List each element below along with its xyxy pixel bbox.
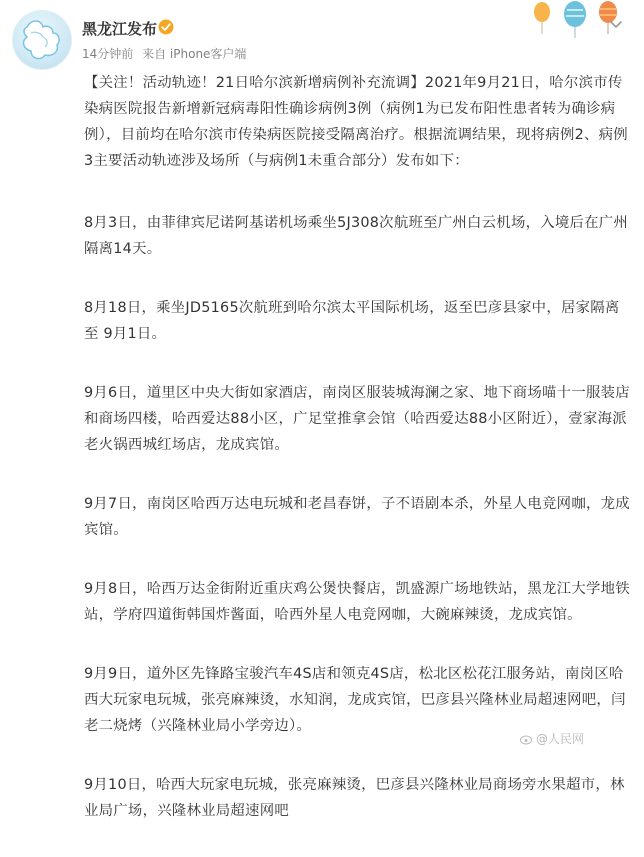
watermark: @人民网 bbox=[536, 732, 585, 746]
post-header bbox=[0, 0, 644, 64]
post-paragraph: 9月10日，哈西大玩家电玩城，张亮麻辣烫，巴彦县兴隆林业局商场旁水果超市，林业局广场，兴隆林业局超速网吧 bbox=[84, 777, 625, 819]
post-meta bbox=[82, 45, 251, 62]
post-source: 来自 iPhone客户端 bbox=[142, 47, 247, 61]
chevron-down-icon[interactable] bbox=[606, 14, 626, 34]
post-paragraph: 9月6日，道里区中央大街如家酒店，南岗区服装城海澜之家、地下商场喵十一服装店和商场四楼，哈西爱达88小区，广足堂推拿会馆（哈西爱达88小区附近），壹家海派老火锅西城红场店，龙成宾馆。 bbox=[84, 385, 630, 453]
weibo-watermark-icon bbox=[520, 733, 534, 745]
avatar-logo-icon bbox=[13, 11, 71, 69]
post-paragraph: 9月8日，哈西万达金街附近重庆鸡公煲快餐店，凯盛源广场地铁站，黑龙江大学地铁站，学府四道街韩国炸酱面，哈西外星人电竞网咖，大碗麻辣烫，龙成宾馆。 bbox=[84, 581, 630, 623]
post-paragraph: 9月7日，南岗区哈西万达电玩城和老昌春饼，子不语剧本杀，外星人电竞网咖，龙成宾馆。 bbox=[84, 496, 630, 538]
post-paragraph: 9月9日，道外区先锋路宝骏汽车4S店和领克4S店，松北区松花江服务站，南岗区哈西大玩家电玩城，张亮麻辣烫，水知润，龙成宾馆，巴彦县兴隆林业局超速网吧，闫老二烧烤（兴隆林业局小学旁边）。 bbox=[84, 666, 626, 734]
account-name[interactable]: 黑龙江发布 bbox=[82, 20, 158, 38]
avatar[interactable] bbox=[12, 10, 72, 70]
post-time[interactable]: 14分钟前 bbox=[82, 47, 134, 61]
post-paragraph: 8月3日，由菲律宾尼诺阿基诺机场乘坐5J308次航班至广州白云机场，入境后在广州隔离14天。 bbox=[84, 215, 629, 257]
verified-badge-icon bbox=[158, 19, 174, 35]
post-paragraph: 8月18日，乘坐JD5165次航班到哈尔滨太平国际机场，返至巴彦县家中，居家隔离至 9月1日。 bbox=[84, 300, 620, 342]
post-paragraph: 【关注！活动轨迹！21日哈尔滨新增病例补充流调】2021年9月21日，哈尔滨市传染病医院报告新增新冠病毒阳性确诊病例3例（病例1为已发布阳性患者转为确诊病例），目前均在哈尔滨市传染病医院接受隔离治疗。根据流调结果，现将病例2、病例3主要活动轨迹涉及场所（与病例1未重合部分）发布如下： bbox=[84, 75, 628, 169]
